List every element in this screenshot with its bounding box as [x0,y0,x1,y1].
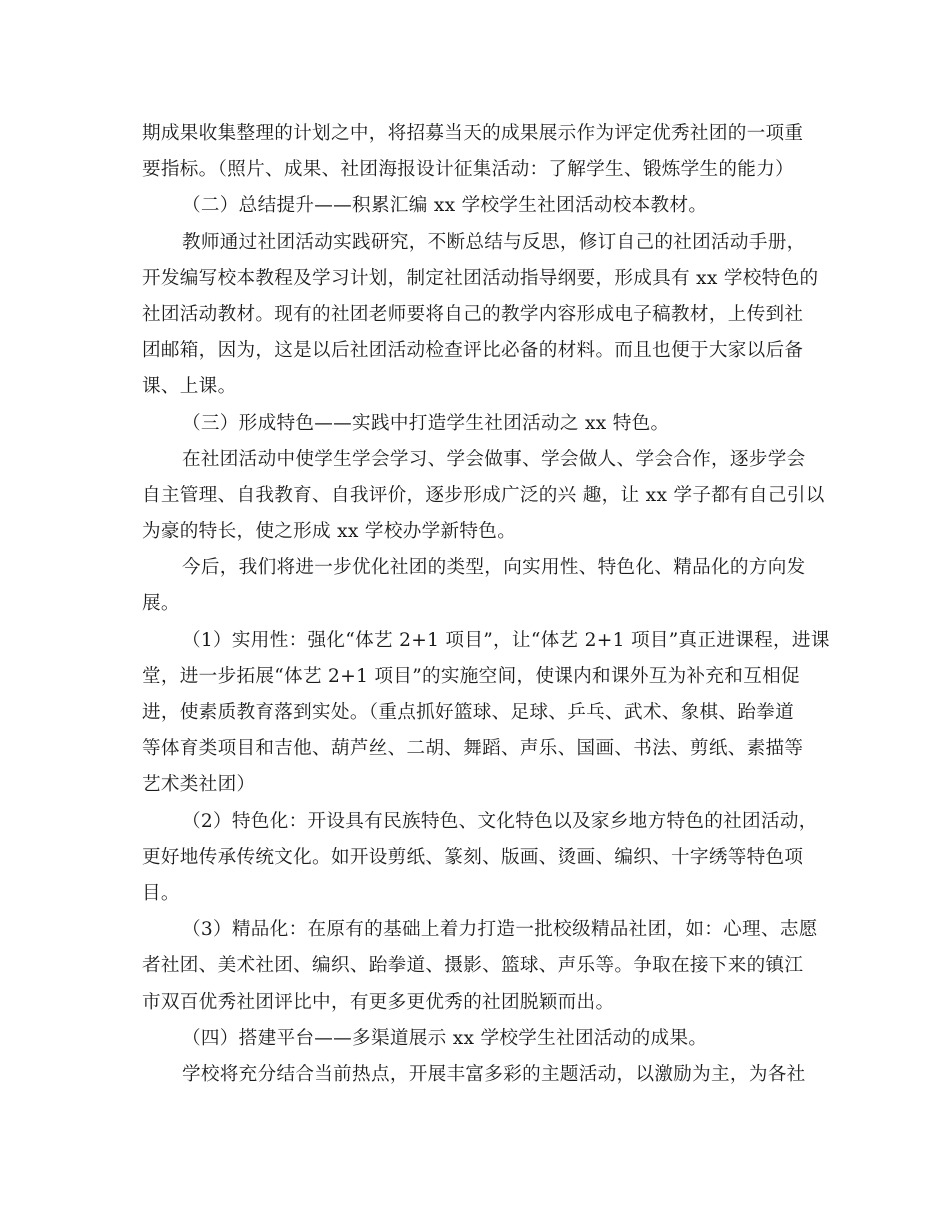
text-line: 展。 [142,593,180,615]
text-line: 社团活动教材。现有的社团老师要将自己的教学内容形成电子稿教材，上传到社 [142,303,804,325]
text-line: 自主管理、自我教育、自我评价，逐步形成广泛的兴 趣，让 xx 学子都有自己引以 [142,484,825,506]
document-body [142,116,830,1093]
text-line: 团邮箱，因为，这是以后社团活动检查评比必备的材料。而且也便于大家以后备 [142,340,804,362]
text-line: 更好地传承传统文化。如开设剪纸、篆刻、版画、烫画、编织、十字绣等特色项 [142,846,804,868]
text-line: 在社团活动中使学生学会学习、学会做事、学会做人、学会合作，逐步学会 [182,448,806,470]
text-line: 教师通过社团活动实践研究，不断总结与反思，修订自己的社团活动手册， [182,231,806,253]
text-line: 堂，进一步拓展“体艺 2+1 项目”的实施空间，使课内和课外互为补充和互相促 [142,665,800,687]
text-line: 目。 [142,882,180,904]
text-line: 等体育类项目和吉他、葫芦丝、二胡、舞蹈、声乐、国画、书法、剪纸、素描等 [142,738,804,760]
text-line: 期成果收集整理的计划之中，将招募当天的成果展示作为评定优秀社团的一项重 [142,123,804,144]
text-line: （四）搭建平台——多渠道展示 xx 学校学生社团活动的成果。 [182,1027,708,1049]
text-line: （3）精品化：在原有的基础上着力打造一批校级精品社团，如：心理、志愿 [182,919,818,941]
text-line: 者社团、美术社团、编织、跆拳道、摄影、篮球、声乐等。争取在接下来的镇江 [142,955,804,977]
text-line: 进，使素质教育落到实处。（重点抓好篮球、足球、乒乓、武术、象棋、跆拳道 [142,702,794,723]
text-line: （二）总结提升——积累汇编 xx 学校学生社团活动校本教材。 [182,195,708,217]
text-line: （三）形成特色——实践中打造学生社团活动之 xx 特色。 [182,412,670,434]
text-line: 市双百优秀社团评比中，有更多更优秀的社团脱颖而出。 [142,991,615,1013]
text-line: 为豪的特长，使之形成 xx 学校办学新特色。 [142,521,517,543]
text-line: （1）实用性：强化“体艺 2+1 项目”，让“体艺 2+1 项目”真正进课程，进课 [182,629,830,651]
text-line: 艺术类社团） [142,774,256,796]
text-line: 今后，我们将进一步优化社团的类型，向实用性、特色化、精品化的方向发 [182,557,806,579]
text-line: 课、上课。 [142,376,237,398]
text-line: 要指标。（照片、成果、社团海报设计征集活动：了解学生、锻炼学生的能力） [142,159,794,181]
text-line: 学校将充分结合当前热点，开展丰富多彩的主题活动，以激励为主，为各社 [182,1063,806,1085]
text-line: （2）特色化：开设具有民族特色、文化特色以及家乡地方特色的社团活动， [182,810,818,832]
text-line: 开发编写校本教程及学习计划，制定社团活动指导纲要，形成具有 xx 学校特色的 [142,267,819,289]
